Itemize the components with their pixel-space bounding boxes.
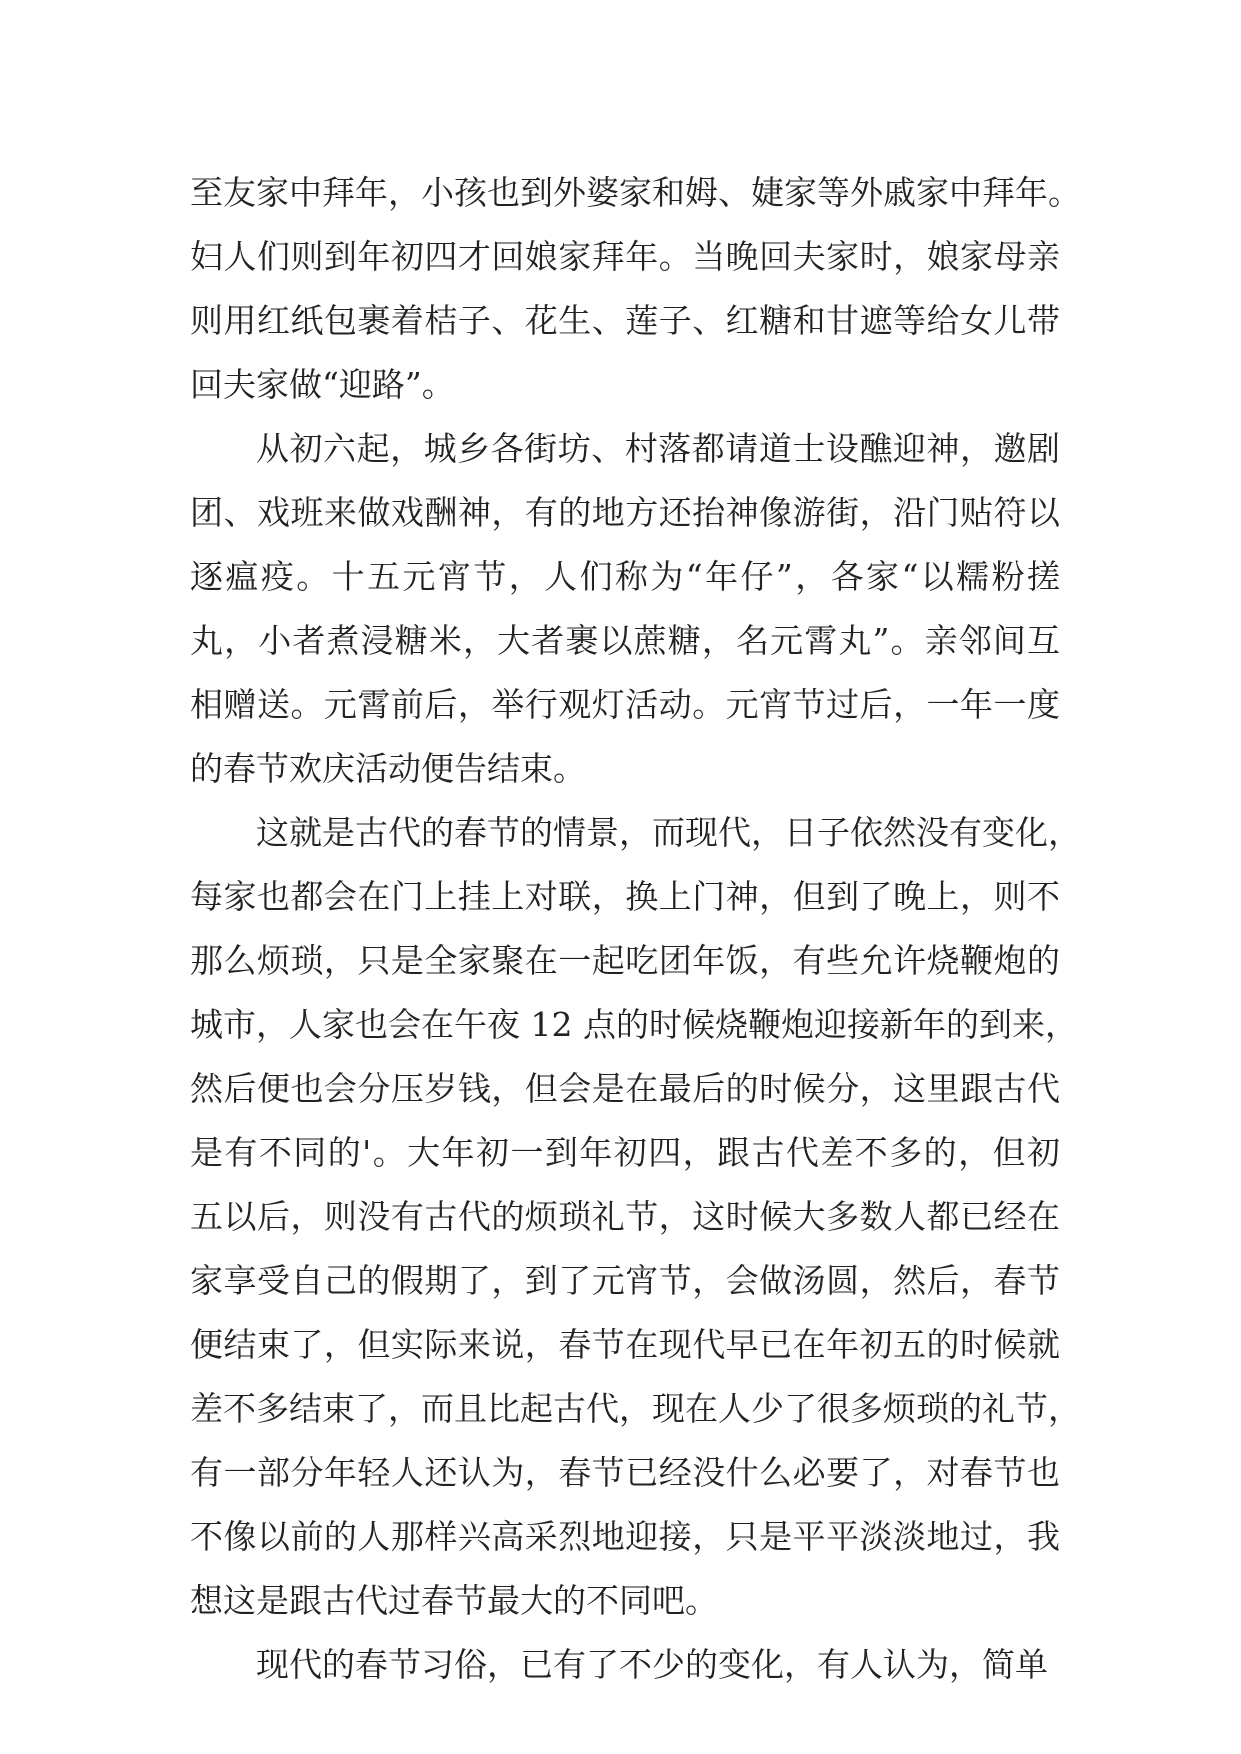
text-line: 至友家中拜年，小孩也到外婆家和姆、婕家等外戚家中拜年。 [190, 173, 1081, 212]
document-body [190, 161, 1081, 1697]
paragraph [190, 161, 1081, 417]
text-line: 团、戏班来做戏酬神，有的地方还抬神像游街，沿门贴符以 [190, 493, 1060, 532]
text-line: 然后便也会分压岁钱，但会是在最后的时候分，这里跟古代 [190, 1069, 1060, 1108]
text-line: 回夫家做“迎路”。 [190, 365, 455, 404]
text-line: 相赠送。元霄前后，举行观灯活动。元宵节过后，一年一度 [190, 685, 1060, 724]
text-line: 丸，小者煮浸糖米，大者裹以蔗糖，名元霄丸”。亲邻间互 [190, 621, 1060, 660]
text-line: 从初六起，城乡各街坊、村落都请道士设醮迎神，邀剧 [256, 429, 1060, 468]
text-line: 是有不同的'。大年初一到年初四，跟古代差不多的，但初 [190, 1133, 1060, 1172]
text-line: 差不多结束了，而且比起古代，现在人少了很多烦琐的礼节， [190, 1389, 1081, 1428]
text-line: 逐瘟疫。十五元宵节，人们称为“年仔”，各家“以糯粉搓 [190, 557, 1060, 596]
text-line: 家享受自己的假期了，到了元宵节，会做汤圆，然后，春节 [190, 1261, 1060, 1300]
text-line: 妇人们则到年初四才回娘家拜年。当晚回夫家时，娘家母亲 [190, 237, 1060, 276]
text-line: 便结束了，但实际来说，春节在现代早已在年初五的时候就 [190, 1325, 1060, 1364]
text-line: 这就是古代的春节的情景，而现代，日子依然没有变化， [256, 813, 1081, 852]
paragraph [190, 801, 1081, 1633]
paragraph [190, 1633, 1060, 1697]
text-line: 不像以前的人那样兴高采烈地迎接，只是平平淡淡地过，我 [190, 1517, 1060, 1556]
text-line: 有一部分年轻人还认为，春节已经没什么必要了，对春节也 [190, 1453, 1060, 1492]
text-line: 那么烦琐，只是全家聚在一起吃团年饭，有些允许烧鞭炮的 [190, 941, 1060, 980]
text-line: 城市，人家也会在午夜 12 点的时候烧鞭炮迎接新年的到来， [190, 1005, 1078, 1044]
paragraph [190, 417, 1060, 801]
text-line: 每家也都会在门上挂上对联，换上门神，但到了晚上，则不 [190, 877, 1060, 916]
text-line: 则用红纸包裹着桔子、花生、莲子、红糖和甘遮等给女儿带 [190, 301, 1060, 340]
text-line: 的春节欢庆活动便告结束。 [190, 749, 586, 788]
text-line: 想这是跟古代过春节最大的不同吧。 [190, 1581, 718, 1620]
text-line: 现代的春节习俗，已有了不少的变化，有人认为，简单 [256, 1645, 1048, 1684]
text-line: 五以后，则没有古代的烦琐礼节，这时候大多数人都已经在 [190, 1197, 1060, 1236]
